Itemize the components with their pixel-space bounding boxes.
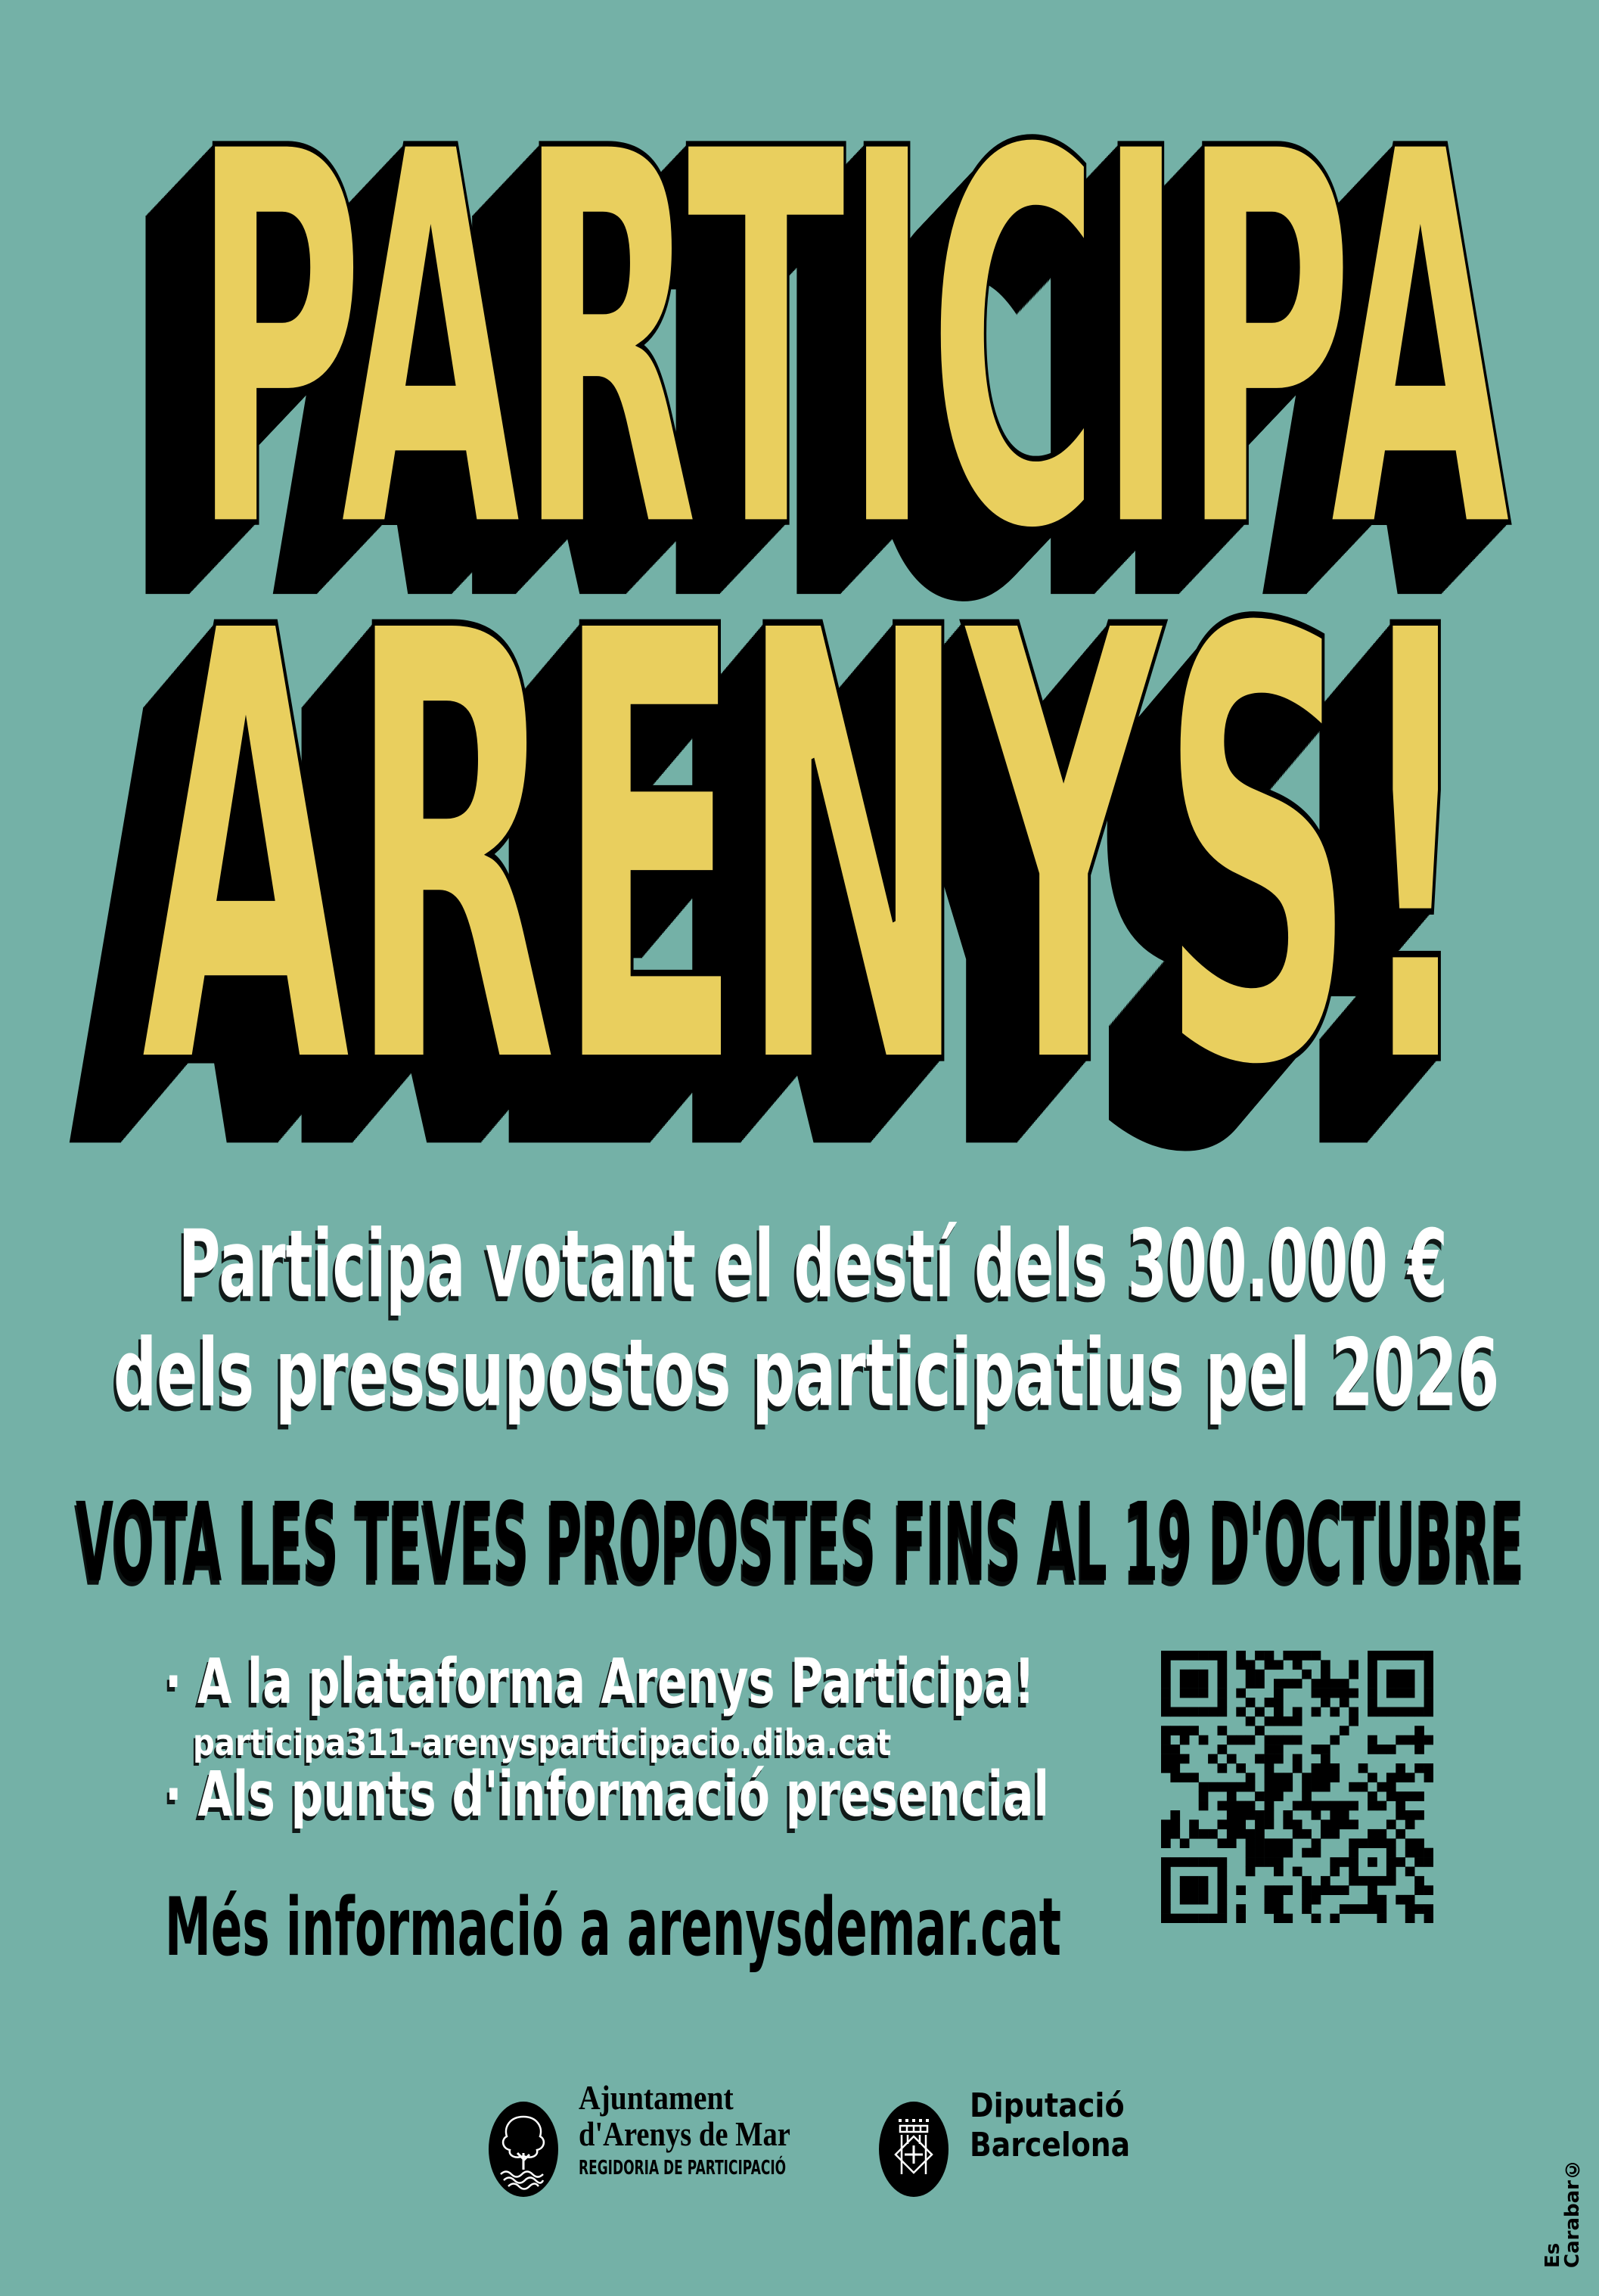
more-info-line: Més informació a arenysdemar.cat [165, 1881, 1061, 1974]
ajuntament-department: REGIDORIA DE PARTICIPACIÓ [579, 2157, 787, 2179]
subtitle-line1: Participa votant el destí dels 300.000 € [179, 1210, 1448, 1319]
bullet-inperson: · Als punts d'informació presencial [165, 1757, 1049, 1831]
ajuntament-name-line2: d'Arenys de Mar [579, 2114, 790, 2153]
deadline-headline: VOTA LES TEVES PROPOSTES FINS AL 19 D'OCTUBRE [76, 1480, 1525, 1607]
ajuntament-arenys-logo [487, 2100, 560, 2198]
bullet-platform: · A la plataforma Arenys Participa! [165, 1645, 1035, 1718]
poster-title-line2: ARENYS! [140, 505, 1475, 1201]
bullet-platform-url: participa311-arenysparticipacio.diba.cat [193, 1722, 892, 1764]
ajuntament-name-line1: Ajuntament [579, 2078, 734, 2117]
poster-title-line1: PARTICIPA [192, 42, 1509, 647]
studio-credit-vertical: Es Carabar© [1542, 2158, 1584, 2268]
qr-code [1161, 1651, 1433, 1923]
diputacio-name-line2: Barcelona [970, 2126, 1131, 2164]
diputacio-name-line1: Diputació [970, 2086, 1125, 2125]
subtitle-line2: dels pressupostos participatius pel 2026 [113, 1319, 1500, 1428]
diputacio-barcelona-logo [877, 2100, 950, 2198]
